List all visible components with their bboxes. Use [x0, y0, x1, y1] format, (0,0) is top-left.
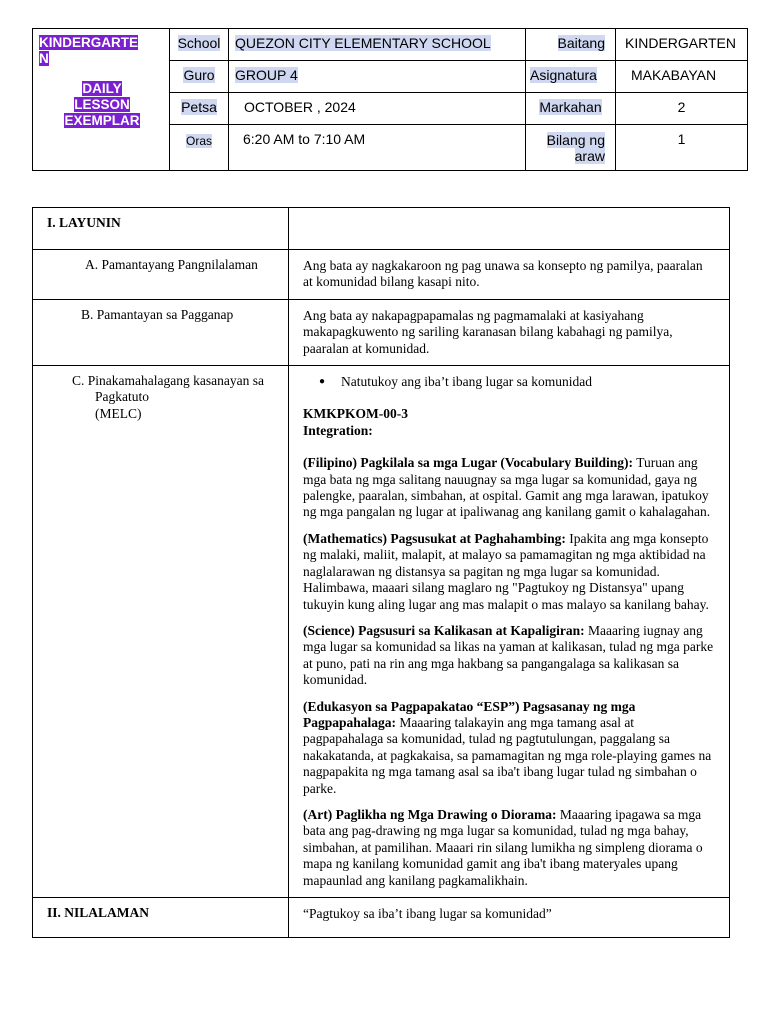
oras-value: 6:20 AM to 7:10 AM [243, 131, 366, 147]
markahan-value: 2 [677, 99, 686, 115]
guro-label: Guro [183, 67, 215, 83]
melc-label: C. Pinakamahalagang kasanayan sa Pagkatuto (MELC) [33, 366, 289, 898]
layunin-heading: I. LAYUNIN [33, 208, 289, 250]
petsa-value: OCTOBER , 2024 [244, 99, 356, 115]
layunin-row [33, 208, 730, 250]
integration-label: Integration: [303, 422, 373, 438]
pamantayan-pagganap-text: Ang bata ay nakapagpapamalas ng pagmamalaki at kasiyahang makapagkuwento ng sariling karanasan bilang kabahagi ng pamilya, paaralan at komunidad. [289, 299, 730, 365]
nilalaman-row [33, 898, 730, 938]
pamantayang-pangnilalaman-row [33, 250, 730, 300]
integration-mathematics: (Mathematics) Pagsusukat at Paghahambing: Ipakita ang mga konsepto ng malaki, maliit, malapit, at malayo sa pamamagitan ng mga aktibidad na naglalarawan ng distansya sa pagitan ng mga lugar sa komunidad. Halimbawa, maaari silang maglaro ng "Pagtukoy ng Distansya" upang tukuyin kung aling lugar ang mas malapit o mas malayo sa kanilang bahay. [303, 530, 709, 612]
oras-label: Oras [185, 134, 212, 148]
markahan-label: Markahan [539, 99, 602, 115]
bilang-value: 1 [677, 131, 686, 147]
melc-row [33, 366, 730, 898]
exemplar-title-cell [33, 29, 170, 171]
melc-bullet-text: Natutukoy ang iba’t ibang lugar sa komunidad [341, 374, 592, 390]
bilang-label: Bilang ng araw [526, 125, 616, 171]
school-label: School [177, 35, 221, 51]
list-item [303, 374, 715, 390]
document-subtitle: DAILY LESSON EXEMPLAR [64, 81, 140, 128]
melc-code: KMKPKOM-00-3 [303, 406, 408, 422]
baitang-label: Baitang [557, 35, 605, 51]
integration-science: (Science) Pagsusuri sa Kalikasan at Kapaligiran: Maaaring iugnay ang mga lugar sa komunidad sa likas na yaman at kalikasan, tulad ng mga parke at puno, pati na rin ang mga hakbang sa pangangalaga sa kalikasan sa komunidad. [303, 622, 714, 688]
pamantayan-pagganap-label: B. Pamantayan sa Pagganap [33, 299, 289, 365]
baitang-value: KINDERGARTEN [625, 35, 736, 51]
asignatura-value: MAKABAYAN [631, 67, 717, 83]
nilalaman-text: “Pagtukoy sa iba’t ibang lugar sa komunidad” [289, 898, 730, 938]
integration-esp: (Edukasyon sa Pagpapakatao “ESP”) Pagsasanay ng mga Pagpapahalaga: Maaaring talakayin ang mga tamang asal at pagpapahalaga sa komunidad, tulad ng pagtutulungan, paggalang sa nakakatanda, at pagkakaisa, sa pamamagitan ng mga role-playing games na nagpapakita ng mga tamang asal sa iba't ibang lugar tulad ng simbahan o parke. [303, 698, 712, 796]
guro-value: GROUP 4 [235, 67, 298, 83]
integration-filipino: (Filipino) Pagkilala sa mga Lugar (Vocabulary Building): Turuan ang mga bata ng mga salitang nauugnay sa mga lugar sa komunidad, gaya ng palengke, paaralan, simbahan, at ospital. Gamit ang mga larawan, ipatukoy ng mga pangalan ng lugar at ipaliwanag ang kanilang gamit o kahalagahan. [303, 455, 711, 520]
nilalaman-heading: II. NILALAMAN [33, 898, 289, 938]
melc-content [289, 366, 730, 898]
document-title: KINDERGARTE N [39, 35, 139, 66]
header-table [32, 28, 748, 171]
pamantayang-pangnilalaman-text: Ang bata ay nagkakaroon ng pag unawa sa konsepto ng pamilya, paaralan at komunidad bilang kasapi nito. [289, 250, 730, 300]
pamantayan-pagganap-row [33, 299, 730, 365]
school-value: QUEZON CITY ELEMENTARY SCHOOL [235, 35, 491, 51]
bullet-icon: ● [319, 376, 326, 388]
lesson-table [32, 207, 730, 938]
petsa-label: Petsa [181, 99, 217, 115]
integration-art: (Art) Paglikha ng Mga Drawing o Diorama: Maaaring ipagawa sa mga bata ang pag-drawing ng mga lugar sa komunidad, tulad ng mga bahay, simbahan, at pamilihan. Maaari rin silang lumikha ng simpleng diorama o mapa ng kanilang komunidad gamit ang iba't ibang materyales upang mapaunlad ang kanilang pagkamalikhain. [303, 806, 703, 888]
pamantayang-pangnilalaman-label: A. Pamantayang Pangnilalaman [33, 250, 289, 300]
asignatura-label: Asignatura [530, 67, 597, 83]
